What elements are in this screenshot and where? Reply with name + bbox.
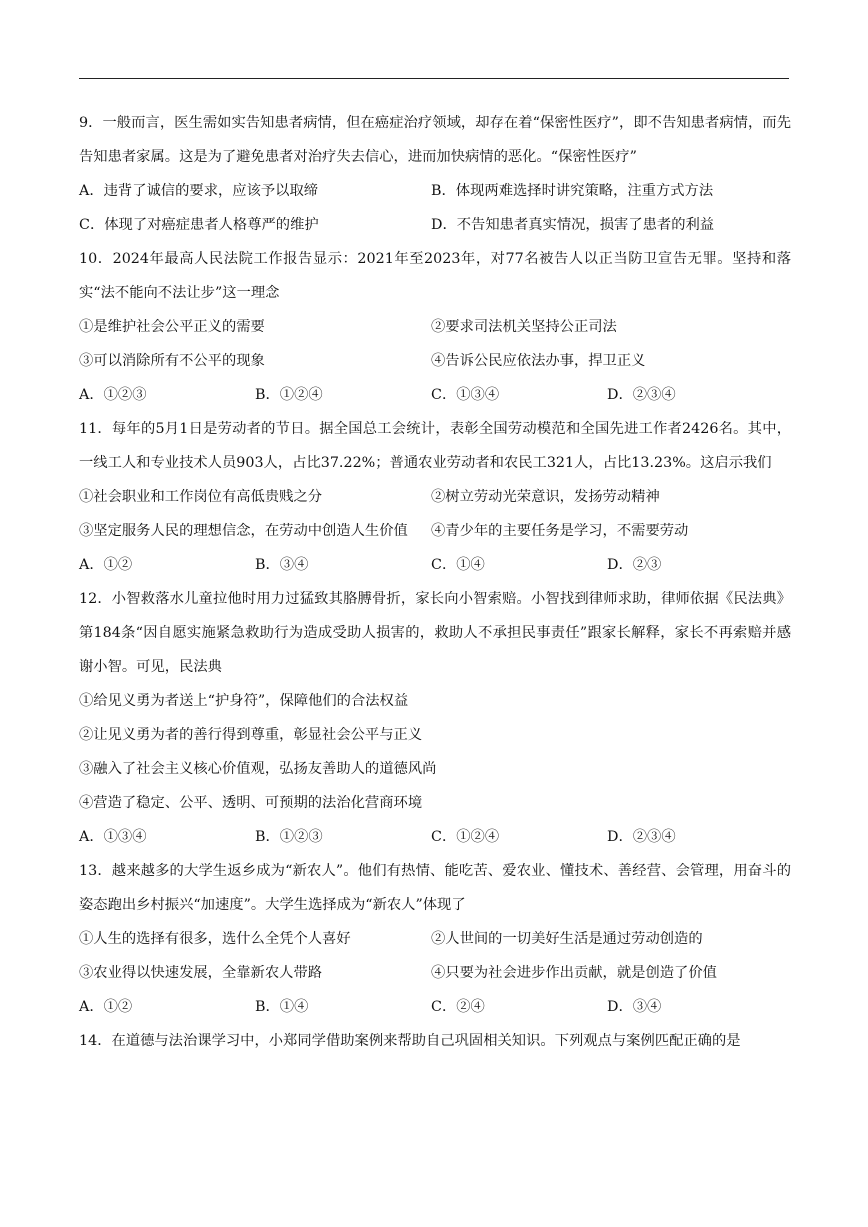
- question-11-statement-1: ①社会职业和工作岗位有高低贵贱之分: [79, 489, 323, 505]
- question-11-option-c: C．①④: [431, 557, 485, 573]
- question-11-statement-4: ④青少年的主要任务是学习，不需要劳动: [431, 523, 689, 539]
- question-13-statement-2: ②人世间的一切美好生活是通过劳动创造的: [431, 931, 703, 947]
- question-10-statements-row-1: [79, 310, 791, 344]
- question-13-statement-3: ③农业得以快速发展，全靠新农人带路: [79, 965, 323, 981]
- question-10-statements-row-2: [79, 344, 791, 378]
- exam-questions: [79, 106, 791, 1058]
- question-12-statement-2: ②让见义勇为者的善行得到尊重，彰显社会公平与正义: [79, 727, 423, 743]
- question-12-stem: 12．小智救落水儿童拉他时用力过猛致其胳膊骨折，家长向小智索赔。小智找到律师求助，律师依据《民法典》第184条“因自愿实施紧急救助行为造成受助人损害的，救助人不承担民事责任”跟家长解释，家长不再索赔并感谢小智。可见，民法典: [79, 591, 791, 675]
- question-9-option-c: C．体现了对癌症患者人格尊严的维护: [79, 217, 319, 233]
- question-10-statement-1: ①是维护社会公平正义的需要: [79, 319, 265, 335]
- question-12-statement-4: ④营造了稳定、公平、透明、可预期的法治化营商环境: [79, 795, 423, 811]
- question-10-option-c: C．①③④: [431, 387, 500, 403]
- question-11-options: [79, 548, 791, 582]
- header-rule: [79, 78, 789, 79]
- question-10-option-a: A．①②③: [79, 387, 147, 403]
- question-12-statement-3: ③融入了社会主义核心价值观，弘扬友善助人的道德风尚: [79, 761, 437, 777]
- question-9-options-row-2: [79, 208, 791, 242]
- question-11-statements-row-1: [79, 480, 791, 514]
- question-10-option-b: B．①②④: [255, 387, 323, 403]
- question-9-options-row-1: [79, 174, 791, 208]
- question-13-option-c: C．②④: [431, 999, 485, 1015]
- question-10-statement-4: ④告诉公民应依法办事，捍卫正义: [431, 353, 646, 369]
- question-9-option-d: D．不告知患者真实情况，损害了患者的利益: [431, 217, 715, 233]
- question-12-option-d: D．②③④: [607, 829, 676, 845]
- question-10-option-d: D．②③④: [607, 387, 676, 403]
- question-12-statement-1: ①给见义勇为者送上“护身符”，保障他们的合法权益: [79, 693, 409, 709]
- question-10-stem: 10．2024年最高人民法院工作报告显示：2021年至2023年，对77名被告人以正当防卫宣告无罪。坚持和落实“法不能向不法让步”这一理念: [79, 251, 791, 301]
- question-9-stem: 9．一般而言，医生需如实告知患者病情，但在癌症治疗领域，却存在着“保密性医疗”，即不告知患者病情，而先告知患者家属。这是为了避免患者对治疗失去信心，进而加快病情的恶化。“保密性医疗”: [79, 115, 791, 165]
- question-12-options: [79, 820, 791, 854]
- question-10-statement-2: ②要求司法机关坚持公正司法: [431, 319, 617, 335]
- question-13-statement-1: ①人生的选择有很多，选什么全凭个人喜好: [79, 931, 351, 947]
- question-11-statement-3: ③坚定服务人民的理想信念，在劳动中创造人生价值: [79, 523, 408, 539]
- question-13-statements-row-1: [79, 922, 791, 956]
- question-12-option-a: A．①③④: [79, 829, 147, 845]
- question-13-option-d: D．③④: [607, 999, 662, 1015]
- question-11-option-b: B．③④: [255, 557, 309, 573]
- question-9-option-a: A．违背了诚信的要求，应该予以取缔: [79, 183, 319, 199]
- question-12-option-b: B．①②③: [255, 829, 323, 845]
- question-11-statements-row-2: [79, 514, 791, 548]
- question-13-option-b: B．①④: [255, 999, 309, 1015]
- question-10-statement-3: ③可以消除所有不公平的现象: [79, 353, 265, 369]
- question-11-option-d: D．②③: [607, 557, 662, 573]
- question-13-statement-4: ④只要为社会进步作出贡献，就是创造了价值: [431, 965, 717, 981]
- question-10-options: [79, 378, 791, 412]
- question-13-option-a: A．①②: [79, 999, 133, 1015]
- question-11-statement-2: ②树立劳动光荣意识，发扬劳动精神: [431, 489, 660, 505]
- question-11-stem: 11．每年的5月1日是劳动者的节日。据全国总工会统计，表彰全国劳动模范和全国先进工作者2426名。其中，一线工人和专业技术人员903人，占比37.22%；普通农业劳动者和农民工321人，占比13.23%。这启示我们: [79, 421, 791, 471]
- question-14-stem: 14．在道德与法治课学习中，小郑同学借助案例来帮助自己巩固相关知识。下列观点与案例匹配正确的是: [79, 1033, 741, 1049]
- question-13-options: [79, 990, 791, 1024]
- question-13-stem: 13．越来越多的大学生返乡成为“新农人”。他们有热情、能吃苦、爱农业、懂技术、善经营、会管理，用奋斗的姿态跑出乡村振兴“加速度”。大学生选择成为“新农人”体现了: [79, 863, 791, 913]
- question-9-option-b: B．体现两难选择时讲究策略，注重方式方法: [431, 183, 714, 199]
- question-11-option-a: A．①②: [79, 557, 133, 573]
- question-13-statements-row-2: [79, 956, 791, 990]
- question-12-option-c: C．①②④: [431, 829, 500, 845]
